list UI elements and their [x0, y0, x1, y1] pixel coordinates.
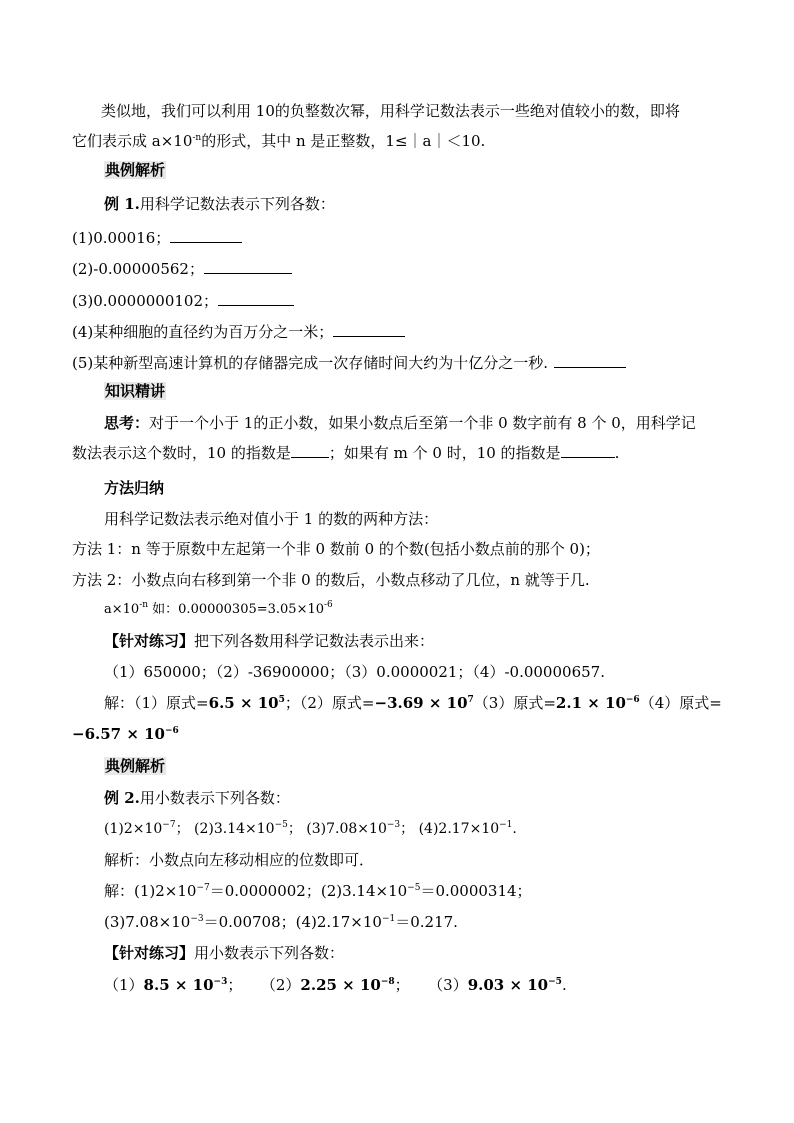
sol-4-exp: −6 [165, 726, 179, 736]
section-heading-example-1 [104, 160, 166, 180]
sol-1-exp: 5 [278, 695, 285, 705]
answer-blank[interactable] [291, 443, 329, 458]
p2-i1s: ； [227, 976, 243, 994]
example-2-analysis [104, 850, 374, 870]
example-2-questions [104, 819, 517, 839]
sol-3-exp: −6 [625, 695, 640, 705]
practice-1-solution [104, 693, 722, 713]
think-line-1 [104, 413, 696, 433]
section-heading-example-2 [104, 756, 166, 776]
method-ex-b: 如：0.00000305=3.05×10 [148, 602, 325, 617]
section-heading-method [104, 478, 164, 498]
p2-i3: （3） [435, 976, 468, 994]
p2-e3: −5 [548, 977, 562, 987]
section-heading-knowledge [104, 381, 166, 401]
method-ex-a: a×10 [104, 602, 140, 617]
method-ex-sup2: -6 [324, 600, 333, 610]
item-text: (5)某种新型高速计算机的存储器完成一次存储时间大约为十亿分之一秒. [72, 354, 549, 372]
practice-2-items [104, 975, 567, 995]
q2: ； (2)3.14×10 [175, 821, 275, 837]
solution-label: 解： [104, 694, 135, 712]
item-text: (1)0.00016； [72, 229, 171, 247]
item-text: (4)某种细胞的直径约为百万分之一米； [72, 323, 334, 341]
p2-e2: −8 [380, 977, 395, 987]
a2-exp: −5 [407, 883, 421, 893]
sol-3-value: 2.1 × 10 [555, 694, 626, 712]
example-1-item-5 [72, 353, 626, 373]
heading-text: 典例解析 [105, 161, 166, 179]
q3-exp: −3 [386, 820, 401, 830]
sol-3-label: （3）原式= [473, 694, 556, 712]
p2-v1: 8.5 × 10 [143, 976, 214, 994]
q4: ； (4)2.17×10 [400, 821, 500, 837]
method-line-3 [72, 570, 590, 590]
item-text: (2)-0.00000562； [72, 260, 204, 278]
q3: ； (3)7.08×10 [287, 821, 387, 837]
method-text: 方法 2：小数点向右移到第一个非 0 的数后，小数点移动了几位，n 就等于几. [72, 571, 590, 589]
practice-label: 【针对练习】 [104, 632, 195, 650]
intro-text-1: 类似地，我们可以利用 10的负整数次幂，用科学记数法表示一些绝对值较小的数，即将 [101, 102, 680, 120]
a1-exp: −7 [196, 883, 210, 893]
sol-4-value: −6.57 × 10 [72, 725, 165, 743]
example-prompt: 用科学记数法表示下列各数： [139, 195, 335, 213]
intro-line-1 [101, 101, 680, 121]
answer-blank[interactable] [204, 259, 292, 274]
heading-text: 方法归纳 [104, 479, 165, 497]
intro-exponent: -n [192, 133, 202, 143]
method-ex-sup1: -n [139, 600, 149, 610]
q4-exp: −1 [499, 820, 513, 830]
a3-exp: −3 [190, 914, 204, 924]
practice-1-items [104, 662, 605, 682]
a4b: ＝0.217. [395, 913, 458, 931]
example-label: 例 1. [104, 195, 140, 213]
answer-blank[interactable] [561, 443, 615, 458]
example-label: 例 2. [104, 789, 140, 807]
sol-2-value: −3.69 × 10 [374, 694, 468, 712]
think-text-2b: ；如果有 m 个 0 时，10 的指数是 [328, 444, 561, 462]
answer-blank[interactable] [170, 228, 242, 243]
answer-blank[interactable] [333, 322, 405, 337]
example-1-item-1 [72, 228, 242, 248]
think-label: 思考： [104, 414, 150, 432]
a1b: ＝0.0000002；(2)3.14×10 [209, 882, 408, 900]
intro-text-2b: 的形式，其中 n 是正整数，1≤｜a｜＜10. [201, 132, 486, 150]
q1-exp: −7 [162, 820, 176, 830]
p2-e1: −3 [213, 977, 228, 987]
heading-text: 知识精讲 [105, 382, 166, 400]
practice-1-solution-cont [72, 724, 179, 744]
practice-1-title [104, 631, 434, 651]
a3b: ＝0.00708；(4)2.17×10 [203, 913, 382, 931]
example-2-answer-2 [104, 912, 458, 932]
practice-prompt: 把下列各数用科学记数法表示出来： [194, 632, 435, 650]
p2-i3s: . [561, 976, 567, 994]
example-2-answer-1 [104, 881, 532, 901]
example-1-item-4 [72, 322, 405, 342]
heading-text: 典例解析 [105, 757, 166, 775]
a4-exp: −1 [381, 914, 396, 924]
example-1-item-3 [72, 291, 294, 311]
answer-blank[interactable] [218, 291, 294, 306]
sol-4-label: （4）原式= [639, 694, 722, 712]
practice-2-title [104, 943, 344, 963]
method-line-1 [104, 509, 438, 529]
q1: (1)2×10 [104, 821, 163, 837]
example-2-title [104, 788, 290, 808]
p2-i2s: ； [394, 976, 410, 994]
method-text: 用科学记数法表示绝对值小于 1 的数的两种方法： [104, 510, 439, 528]
intro-text-2a: 它们表示成 a×10 [72, 132, 193, 150]
practice-label: 【针对练习】 [104, 944, 195, 962]
p2-v2: 2.25 × 10 [300, 976, 381, 994]
p2-v3: 9.03 × 10 [467, 976, 549, 994]
q5: . [512, 821, 517, 837]
example-1-title [104, 194, 335, 214]
method-text: 方法 1：n 等于原数中左起第一个非 0 数前 0 的个数(包括小数点前的那个 0)； [72, 540, 600, 558]
method-line-2 [72, 539, 600, 559]
think-text-2c: . [614, 444, 620, 462]
intro-line-2 [72, 131, 485, 151]
sol-2-exp: 7 [467, 695, 474, 705]
q2-exp: −5 [274, 820, 288, 830]
example-prompt: 用小数表示下列各数： [139, 789, 290, 807]
sol-2-label: ；（2）原式= [284, 694, 375, 712]
answer-blank[interactable] [554, 353, 626, 368]
practice-items-text: （1）650000；（2）-36900000；（3）0.0000021；（4）-0.00000657. [104, 663, 605, 681]
a3: (3)7.08×10 [104, 913, 191, 931]
analysis-text: 解析：小数点向左移动相应的位数即可． [104, 851, 375, 869]
think-text-2a: 数法表示这个数时，10 的指数是 [72, 444, 291, 462]
practice-prompt: 用小数表示下列各数： [194, 944, 345, 962]
sol-1-label: （1）原式= [134, 694, 209, 712]
method-example [104, 600, 333, 620]
a1: 解：(1)2×10 [104, 882, 197, 900]
p2-i2: （2） [268, 976, 301, 994]
think-text-1: 对于一个小于 1的正小数，如果小数点后至第一个非 0 数字前有 8 个 0，用科学记 [149, 414, 696, 432]
think-line-2 [72, 443, 619, 463]
p2-i1: （1） [104, 976, 144, 994]
example-1-item-2 [72, 259, 292, 279]
a2b: ＝0.0000314； [420, 882, 532, 900]
sol-1-value: 6.5 × 10 [208, 694, 279, 712]
item-text: (3)0.0000000102； [72, 292, 218, 310]
